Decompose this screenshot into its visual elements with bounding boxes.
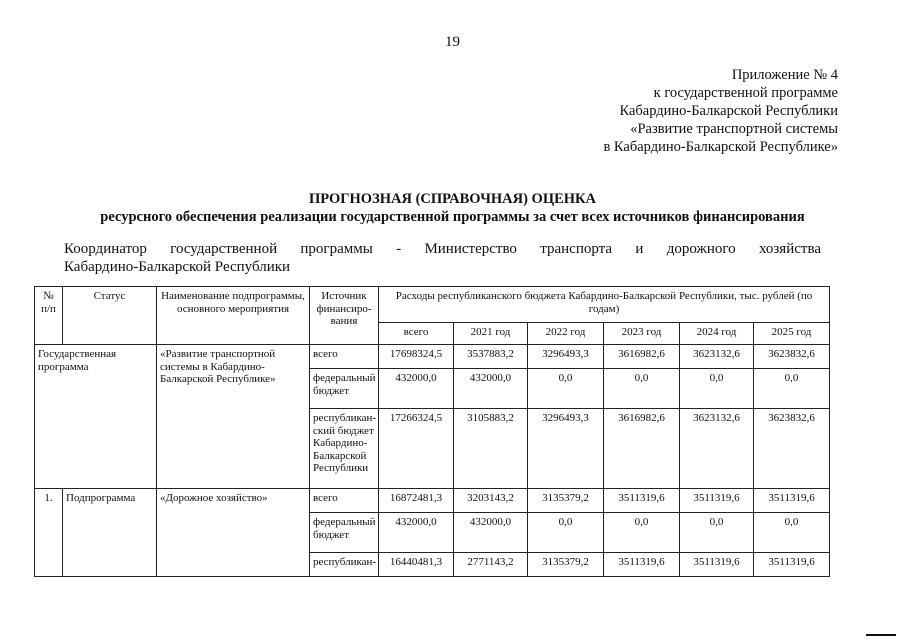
coordinator-word: хозяйства bbox=[758, 241, 821, 257]
value-cell: 432000,0 bbox=[379, 513, 454, 553]
value-cell: 0,0 bbox=[680, 369, 754, 409]
value-cell: 0,0 bbox=[604, 513, 680, 553]
table-row bbox=[35, 345, 830, 369]
page-number: 19 bbox=[445, 34, 460, 50]
coordinator-word: государственной bbox=[170, 241, 278, 257]
appendix-line: к государственной программе bbox=[653, 85, 838, 101]
row-source: республикан-ский бюджет Кабардино-Балкарской Республики bbox=[310, 409, 379, 489]
value-cell: 17698324,5 bbox=[379, 345, 454, 369]
coordinator-word: дорожного bbox=[666, 241, 736, 257]
coordinator-word: и bbox=[635, 241, 644, 257]
value-cell: 3511319,6 bbox=[680, 553, 754, 577]
value-cell: 3623132,6 bbox=[680, 409, 754, 489]
appendix-line: Кабардино-Балкарской Республики bbox=[619, 103, 838, 119]
row-source: федеральный бюджет bbox=[310, 369, 379, 409]
value-cell: 3105883,2 bbox=[454, 409, 528, 489]
value-cell: 3537883,2 bbox=[454, 345, 528, 369]
document-title bbox=[0, 190, 905, 226]
value-cell: 17266324,5 bbox=[379, 409, 454, 489]
value-cell: 16440481,3 bbox=[379, 553, 454, 577]
coordinator-paragraph bbox=[64, 240, 821, 276]
value-cell: 16872481,3 bbox=[379, 489, 454, 513]
row-num: 1. bbox=[35, 489, 63, 577]
value-cell: 432000,0 bbox=[379, 369, 454, 409]
value-cell: 0,0 bbox=[604, 369, 680, 409]
value-cell: 3135379,2 bbox=[528, 553, 604, 577]
header-col-2021: 2021 год bbox=[454, 323, 528, 345]
value-cell: 3296493,3 bbox=[528, 345, 604, 369]
table-row bbox=[35, 489, 830, 513]
value-cell: 3623832,6 bbox=[754, 409, 830, 489]
header-col-2022: 2022 год bbox=[528, 323, 604, 345]
row-name: «Развитие транспортной системы в Кабардино-Балкарской Республике» bbox=[157, 345, 310, 489]
value-cell: 2771143,2 bbox=[454, 553, 528, 577]
coordinator-word: Министерство bbox=[424, 241, 517, 257]
header-col-total: всего bbox=[379, 323, 454, 345]
value-cell: 3616982,6 bbox=[604, 345, 680, 369]
coordinator-word: Координатор bbox=[64, 241, 147, 257]
row-source: республикан- bbox=[310, 553, 379, 577]
value-cell: 3203143,2 bbox=[454, 489, 528, 513]
value-cell: 3511319,6 bbox=[754, 553, 830, 577]
header-name: Наименование подпрограммы, основного мероприятия bbox=[157, 287, 310, 345]
value-cell: 0,0 bbox=[754, 513, 830, 553]
row-source: всего bbox=[310, 345, 379, 369]
appendix-block bbox=[603, 66, 838, 156]
row-status: Подпрограмма bbox=[63, 489, 157, 577]
value-cell: 3616982,6 bbox=[604, 409, 680, 489]
appendix-line: Приложение № 4 bbox=[731, 67, 838, 83]
title-line-2: ресурсного обеспечения реализации государственной программы за счет всех источников финансирования bbox=[100, 209, 805, 225]
header-col-2023: 2023 год bbox=[604, 323, 680, 345]
value-cell: 432000,0 bbox=[454, 513, 528, 553]
value-cell: 0,0 bbox=[754, 369, 830, 409]
value-cell: 3135379,2 bbox=[528, 489, 604, 513]
value-cell: 0,0 bbox=[528, 369, 604, 409]
header-num: № п/п bbox=[35, 287, 63, 345]
coordinator-word: программы bbox=[300, 241, 373, 257]
appendix-line: в Кабардино-Балкарской Республике» bbox=[603, 139, 838, 155]
coordinator-line-1 bbox=[64, 240, 821, 258]
title-line-1: ПРОГНОЗНАЯ (СПРАВОЧНАЯ) ОЦЕНКА bbox=[308, 191, 597, 207]
header-source: Источник финансиро-вания bbox=[310, 287, 379, 345]
row-status: Государственная программа bbox=[35, 345, 157, 489]
value-cell: 3623132,6 bbox=[680, 345, 754, 369]
row-source: всего bbox=[310, 489, 379, 513]
row-source: федеральный бюджет bbox=[310, 513, 379, 553]
row-name: «Дорожное хозяйство» bbox=[157, 489, 310, 577]
header-col-2024: 2024 год bbox=[680, 323, 754, 345]
value-cell: 3623832,6 bbox=[754, 345, 830, 369]
appendix-line: «Развитие транспортной системы bbox=[630, 121, 838, 137]
scan-edge-mark bbox=[866, 634, 896, 636]
coordinator-word: - bbox=[396, 241, 402, 257]
budget-table bbox=[34, 286, 830, 577]
coordinator-line-2: Кабардино-Балкарской Республики bbox=[64, 259, 291, 275]
value-cell: 3511319,6 bbox=[680, 489, 754, 513]
value-cell: 3511319,6 bbox=[604, 553, 680, 577]
value-cell: 0,0 bbox=[528, 513, 604, 553]
value-cell: 432000,0 bbox=[454, 369, 528, 409]
value-cell: 3511319,6 bbox=[604, 489, 680, 513]
header-expenses: Расходы республиканского бюджета Кабардино-Балкарской Республики, тыс. рублей (по годам) bbox=[379, 287, 830, 323]
coordinator-word: транспорта bbox=[540, 241, 613, 257]
header-col-2025: 2025 год bbox=[754, 323, 830, 345]
value-cell: 0,0 bbox=[680, 513, 754, 553]
header-status: Статус bbox=[63, 287, 157, 345]
value-cell: 3511319,6 bbox=[754, 489, 830, 513]
value-cell: 3296493,3 bbox=[528, 409, 604, 489]
